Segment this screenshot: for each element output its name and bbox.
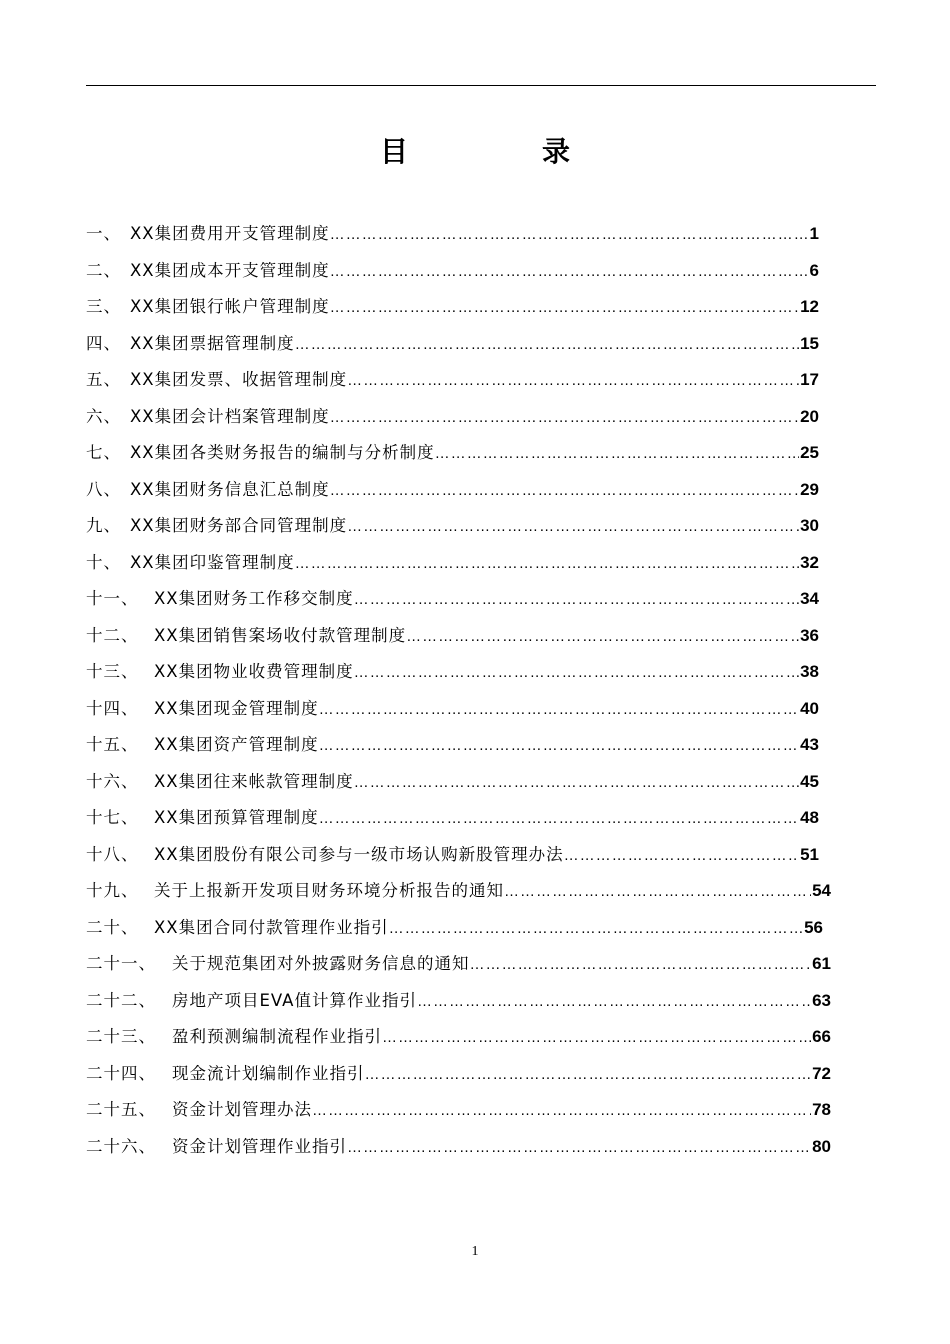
toc-entry-page: 56: [804, 917, 823, 937]
header-rule: [86, 85, 876, 86]
toc-dot-leader: [330, 400, 799, 436]
toc-entry[interactable]: [86, 618, 819, 655]
toc-dot-leader: [382, 1020, 811, 1056]
toc-entry[interactable]: [86, 362, 819, 399]
toc-entry-title: XX集团股份有限公司参与一级市场认购新股管理办法: [154, 844, 564, 864]
toc-entry-page: 48: [800, 808, 819, 827]
toc-entry-page: 6: [809, 260, 819, 280]
toc-entry-number: 十六、: [86, 771, 139, 791]
toc-dot-leader: [347, 1130, 811, 1166]
toc-entry[interactable]: [86, 764, 819, 801]
toc-entry-title: 盈利预测编制流程作业指引: [172, 1027, 382, 1046]
toc-dot-leader: [354, 765, 799, 801]
toc-entry-title: XX集团各类财务报告的编制与分析制度: [130, 443, 435, 462]
toc-dot-leader: [330, 473, 799, 509]
toc-dot-leader: [470, 947, 812, 983]
toc-entry-title: XX集团银行帐户管理制度: [130, 297, 330, 316]
toc-heading: [0, 132, 950, 172]
toc-dot-leader: [417, 984, 811, 1020]
toc-entry-number: 一、: [86, 224, 121, 243]
toc-entry[interactable]: [86, 216, 819, 253]
toc-entry[interactable]: [86, 1019, 831, 1056]
toc-entry-page: 34: [800, 589, 819, 608]
toc-entry[interactable]: [86, 983, 831, 1020]
toc-entry-number: 二十、: [86, 917, 139, 937]
toc-entry-number: 十九、: [86, 881, 139, 900]
toc-entry-number: 七、: [86, 443, 121, 462]
toc-entry-number: 二十五、: [86, 1100, 156, 1119]
toc-entry-number: 十七、: [86, 808, 139, 827]
toc-entry-title: 房地产项目EVA值计算作业指引: [172, 990, 417, 1010]
toc-entry-number: 三、: [86, 297, 121, 316]
toc-entry-page: 78: [812, 1100, 831, 1119]
toc-entry[interactable]: [86, 1092, 831, 1129]
toc-entry-title: 关于上报新开发项目财务环境分析报告的通知: [154, 881, 504, 900]
toc-dot-leader: [406, 619, 799, 655]
toc-entry-title: XX集团合同付款管理作业指引: [154, 917, 389, 937]
toc-dot-leader: [319, 801, 799, 837]
toc-entry-title: XX集团票据管理制度: [130, 333, 295, 353]
toc-entry-page: 51: [800, 844, 819, 864]
toc-entry-title: XX集团物业收费管理制度: [154, 662, 354, 681]
toc-entry-page: 72: [812, 1063, 831, 1083]
toc-entry-number: 十八、: [86, 844, 139, 864]
toc-entry-title: XX集团财务工作移交制度: [154, 589, 354, 608]
toc-entry-title: 资金计划管理办法: [172, 1100, 312, 1119]
toc-entry-title: 关于规范集团对外披露财务信息的通知: [172, 954, 470, 973]
toc-entry-page: 15: [800, 333, 819, 353]
toc-entry[interactable]: [86, 1129, 831, 1166]
toc-dot-leader: [354, 655, 799, 691]
toc-heading-right: 录: [542, 135, 571, 168]
toc-entry-page: 54: [812, 881, 831, 900]
toc-entry[interactable]: [86, 837, 819, 874]
toc-entry-page: 32: [800, 552, 819, 572]
toc-dot-leader: [564, 838, 799, 874]
toc-entry-page: 36: [800, 625, 819, 645]
toc-dot-leader: [347, 363, 799, 399]
toc-entry-title: XX集团往来帐款管理制度: [154, 771, 354, 791]
toc-entry-number: 九、: [86, 516, 121, 535]
toc-entry-page: 45: [800, 771, 819, 791]
toc-entry-page: 40: [800, 698, 819, 718]
toc-dot-leader: [319, 692, 799, 728]
toc-dot-leader: [330, 217, 809, 253]
toc-entry-page: 25: [800, 443, 819, 462]
toc-entry-page: 43: [800, 735, 819, 754]
toc-entry-title: XX集团印鉴管理制度: [130, 552, 295, 572]
toc-dot-leader: [354, 582, 799, 618]
toc-entry-page: 30: [800, 516, 819, 535]
toc-entry-number: 五、: [86, 370, 121, 389]
toc-entry-number: 十三、: [86, 662, 139, 681]
toc-dot-leader: [347, 509, 799, 545]
toc-entry-number: 六、: [86, 406, 121, 426]
toc-entry-page: 17: [800, 370, 819, 389]
toc-entry-number: 四、: [86, 333, 121, 353]
toc-entry-number: 十一、: [86, 589, 139, 608]
toc-entry-number: 八、: [86, 479, 121, 499]
toc-entry-page: 1: [809, 224, 819, 243]
toc-entry[interactable]: [86, 1056, 831, 1093]
toc-dot-leader: [295, 327, 799, 363]
toc-entry-title: XX集团费用开支管理制度: [130, 224, 330, 243]
toc-entry-page: 20: [800, 406, 819, 426]
toc-entry-number: 十、: [86, 552, 121, 572]
toc-entry-number: 二十三、: [86, 1027, 156, 1046]
toc-entry-title: XX集团资产管理制度: [154, 735, 319, 754]
toc-entry[interactable]: [86, 800, 819, 837]
toc-entry-title: 现金流计划编制作业指引: [172, 1063, 365, 1083]
toc-entry-page: 63: [812, 990, 831, 1010]
toc-entry-title: XX集团现金管理制度: [154, 698, 319, 718]
page-number: 1: [471, 1244, 479, 1259]
toc-entry[interactable]: [86, 910, 823, 947]
toc-entry-title: XX集团成本开支管理制度: [130, 260, 330, 280]
toc-entry-title: XX集团预算管理制度: [154, 808, 319, 827]
toc-dot-leader: [330, 290, 799, 326]
toc-entry-number: 十四、: [86, 698, 139, 718]
toc-entry[interactable]: [86, 691, 819, 728]
toc-entry[interactable]: [86, 727, 819, 764]
toc-entry-title: XX集团发票、收据管理制度: [130, 370, 348, 389]
toc-entry-title: XX集团财务信息汇总制度: [130, 479, 330, 499]
toc-entry-page: 29: [800, 479, 819, 499]
toc-dot-leader: [319, 728, 799, 764]
toc-entry-number: 二十四、: [86, 1063, 156, 1083]
toc-entry-page: 80: [812, 1136, 831, 1156]
toc-entry[interactable]: [86, 873, 831, 910]
toc-dot-leader: [365, 1057, 812, 1093]
toc-entry[interactable]: [86, 472, 819, 509]
toc-entry[interactable]: [86, 508, 819, 545]
toc-entry-page: 38: [800, 662, 819, 681]
toc-entry[interactable]: [86, 581, 819, 618]
toc-entry[interactable]: [86, 326, 819, 363]
toc-entry[interactable]: [86, 946, 831, 983]
toc-entry-page: 12: [800, 297, 819, 316]
toc-entry[interactable]: [86, 435, 819, 472]
toc-entry-title: XX集团财务部合同管理制度: [130, 516, 348, 535]
toc-dot-leader: [435, 436, 799, 472]
toc-entry-number: 二、: [86, 260, 121, 280]
toc-entry-title: XX集团销售案场收付款管理制度: [154, 625, 407, 645]
toc-entry[interactable]: [86, 289, 819, 326]
toc-dot-leader: [330, 254, 809, 290]
toc-dot-leader: [504, 874, 811, 910]
toc-dot-leader: [312, 1093, 811, 1129]
toc-entry-number: 二十一、: [86, 954, 156, 973]
toc-dot-leader: [389, 911, 803, 947]
toc-entry[interactable]: [86, 545, 819, 582]
toc-entry-title: 资金计划管理作业指引: [172, 1136, 347, 1156]
toc-heading-left: 目: [379, 135, 408, 168]
toc-dot-leader: [295, 546, 799, 582]
toc-entry-number: 十五、: [86, 735, 139, 754]
toc-entry-number: 二十六、: [86, 1136, 156, 1156]
table-of-contents: [86, 216, 886, 1165]
toc-entry-number: 十二、: [86, 625, 139, 645]
toc-entry[interactable]: [86, 253, 819, 290]
toc-entry-title: XX集团会计档案管理制度: [130, 406, 330, 426]
toc-entry-number: 二十二、: [86, 990, 156, 1010]
toc-entry-page: 66: [812, 1027, 831, 1046]
toc-entry[interactable]: [86, 399, 819, 436]
toc-entry-page: 61: [812, 954, 831, 973]
toc-entry[interactable]: [86, 654, 819, 691]
